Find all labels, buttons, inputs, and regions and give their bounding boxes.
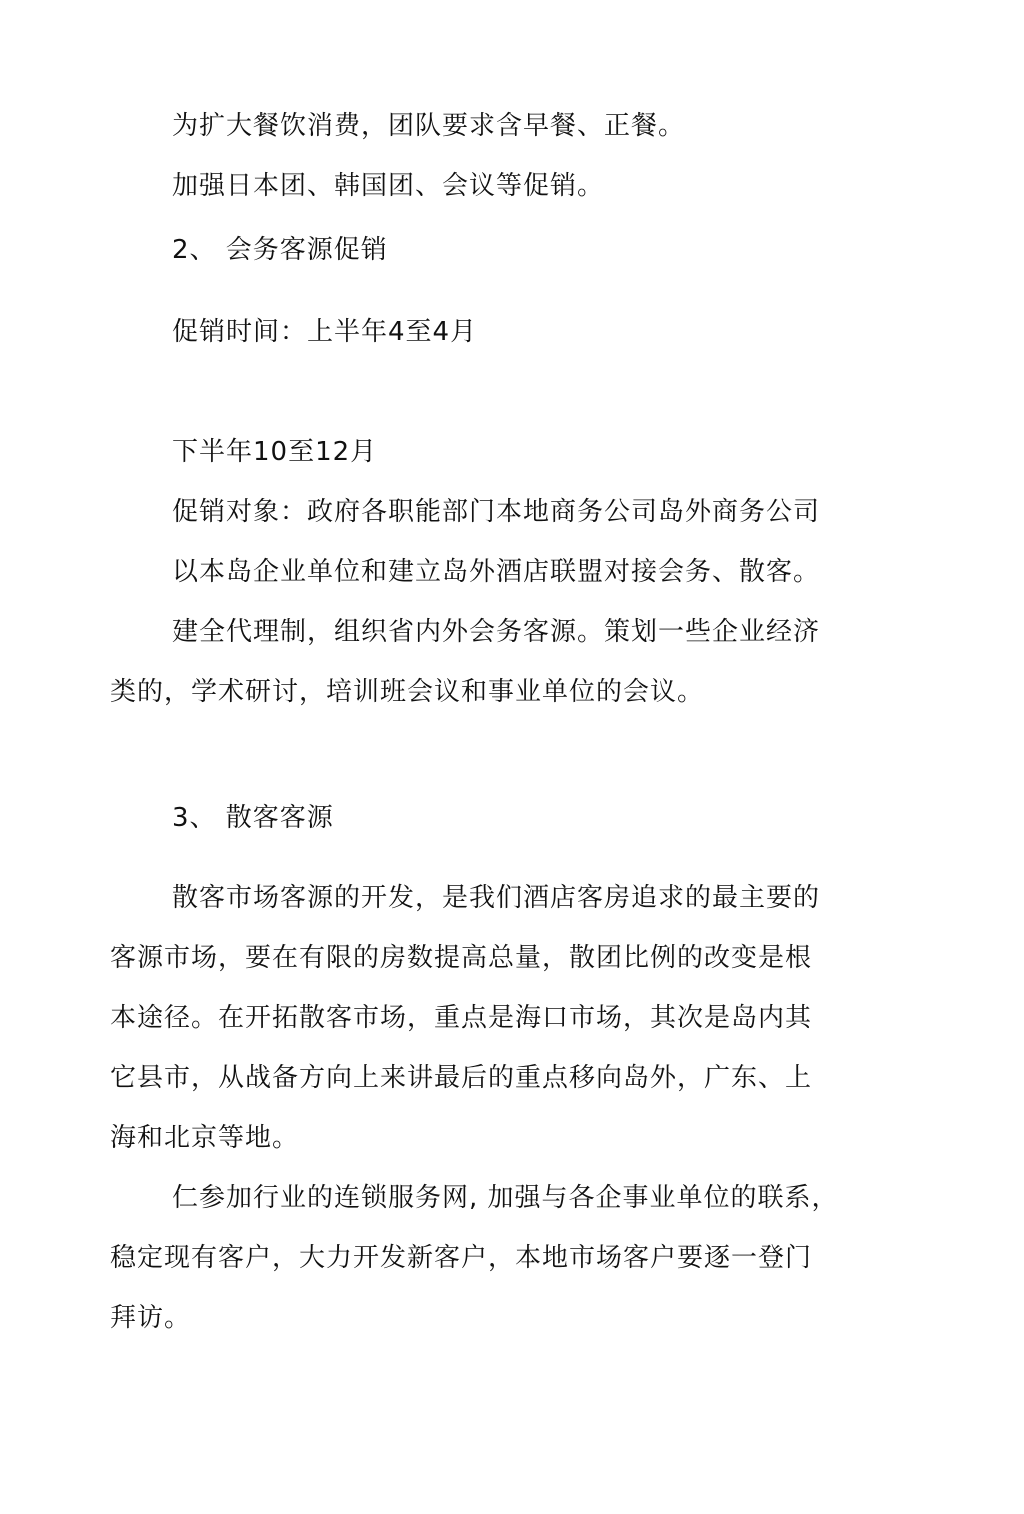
text-line: 客源市场，要在有限的房数提高总量，散团比例的改变是根	[110, 943, 813, 973]
text-line: 类的，学术研讨，培训班会议和事业单位的会议。	[110, 677, 705, 707]
text-line: 它县市，从战备方向上来讲最后的重点移向岛外，广东、上	[110, 1063, 813, 1093]
text-line: 拜访。	[110, 1303, 192, 1333]
text-line: 促销对象：政府各职能部门本地商务公司岛外商务公司	[172, 497, 821, 527]
text-line: 稳定现有客户，大力开发新客户，本地市场客户要逐一登门	[110, 1243, 813, 1273]
section-heading: 2、 会务客源促销	[172, 235, 388, 265]
text-line: 建全代理制，组织省内外会务客源。策划一些企业经济	[172, 617, 821, 647]
text-line: 海和北京等地。	[110, 1123, 300, 1153]
text-line: 仁参加行业的连锁服务网, 加强与各企事业单位的联系，	[172, 1183, 839, 1213]
section-heading: 3、 散客客源	[172, 803, 334, 833]
text-line: 本途径。在开拓散客市场，重点是海口市场，其次是岛内其	[110, 1003, 813, 1033]
text-line: 为扩大餐饮消费，团队要求含早餐、正餐。	[172, 111, 686, 141]
text-line: 促销时间：上半年4至4月	[172, 317, 478, 347]
text-line: 散客市场客源的开发，是我们酒店客房追求的最主要的	[172, 883, 821, 913]
text-line: 下半年10至12月	[172, 437, 378, 467]
text-line: 以本岛企业单位和建立岛外酒店联盟对接会务、散客。	[172, 557, 821, 587]
text-line: 加强日本团、韩国团、会议等促销。	[172, 171, 605, 201]
